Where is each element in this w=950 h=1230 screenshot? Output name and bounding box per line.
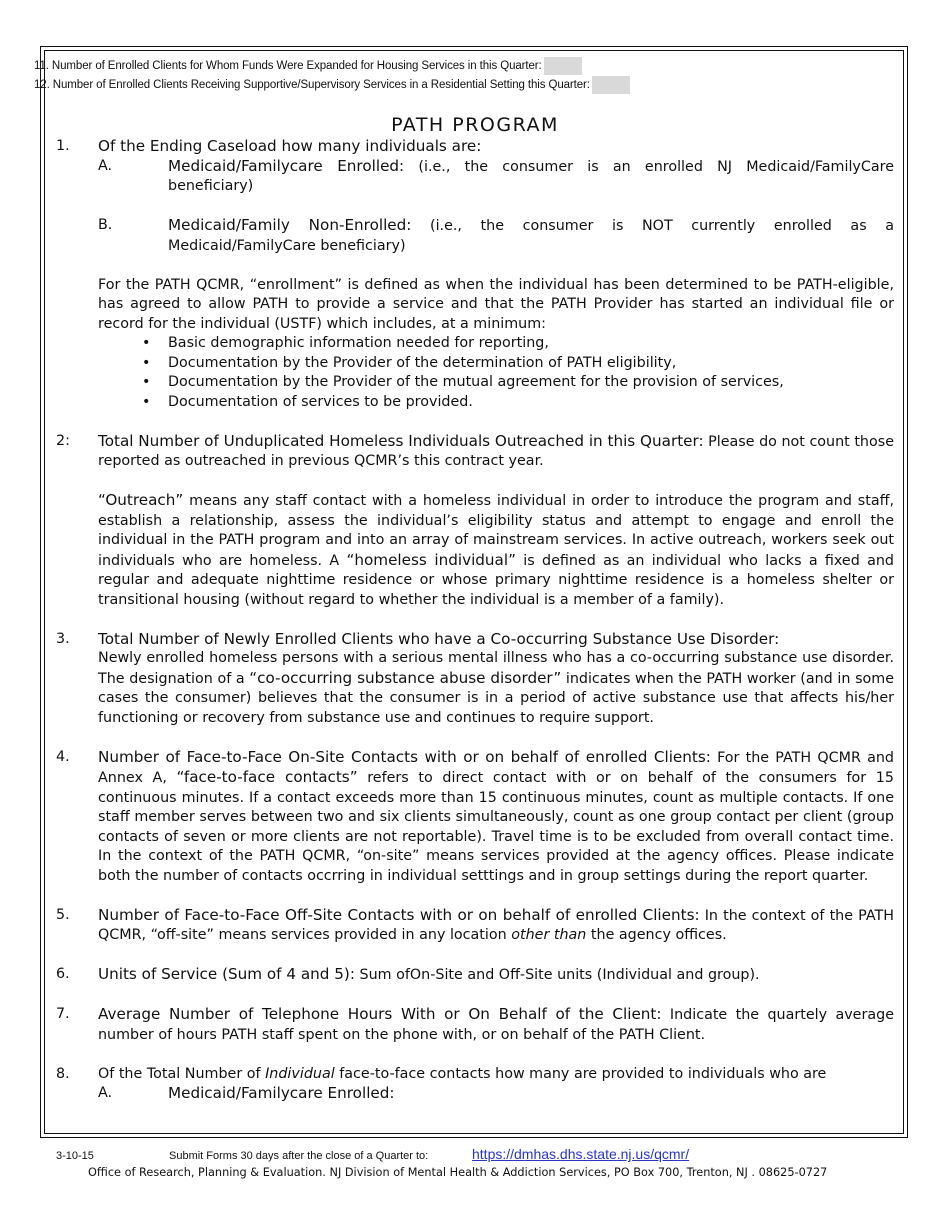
item-3-text: Newly enrolled homeless persons with a serious mental illness who has a co-occurring substance use disorder. The designation of a (98, 650, 894, 687)
item-4-number: 4. (56, 748, 70, 765)
item-8-emphasis: Individual (265, 1065, 335, 1082)
header-line-11-input[interactable] (544, 57, 582, 75)
footer-submit-text: Submit Forms 30 days after the close of a Quarter to: (169, 1150, 429, 1162)
outreach-term: “Outreach” (98, 491, 184, 509)
homeless-term: “homeless individual” (346, 550, 516, 569)
item-1b (98, 216, 894, 256)
item-2-label: Total Number of Unduplicated Homeless Individuals Outreached in this Quarter: (98, 431, 704, 450)
item-5-number: 5. (56, 906, 70, 923)
item-3-text-cont: indicates when the PATH worker (and in some cases the consumer) believes that the consumer is in a period of active substance use that affects his/her functioning or recovery from substance use and continues to require support. (98, 670, 894, 726)
footer-line-1 (56, 1146, 690, 1162)
item-4 (56, 748, 894, 887)
item-6-text: Sum ofOn-Site and Off-Site units (Individual and group). (354, 967, 760, 983)
item-5-text-cont: the agency offices. (586, 927, 727, 943)
header-line-11 (34, 57, 582, 75)
item-1a-letter: A. (98, 157, 113, 174)
item-1a (98, 157, 894, 197)
item-8-text: Of the Total Number of (98, 1065, 266, 1082)
header-line-12-text: 12. Number of Enrolled Clients Receiving Supportive/Supervisory Services in a Residential Setting this Quarter: (34, 79, 590, 92)
item-7-text: Indicate the quartely average number of hours PATH staff spent on the phone with, or on behalf of the PATH Client. (98, 1007, 894, 1043)
bullet-item: • Basic demographic information needed for reporting, (146, 334, 894, 354)
outreach-text: means any staff contact with a homeless individual in order to introduce the program and staff, establish a relationship, assess the individual’s eligibility status and attempt to engage and enroll the individual in the PATH program and into an array of mainstream services. In active outreach, workers seek out individuals who are homeless. A (98, 493, 894, 569)
outreach-definition (98, 491, 894, 610)
item-7-number: 7. (56, 1006, 70, 1022)
item-8a-label: Medicaid/Familycare Enrolled: (168, 1084, 395, 1102)
homeless-text: is defined as an individual who lacks a fixed and regular and adequate nighttime residence or whose primary nighttime residence is a homeless shelter or transitional housing (without regard to whether the individual is a member of a family). (98, 552, 894, 608)
item-5 (56, 906, 894, 946)
item-1a-label: Medicaid/Familycare Enrolled: (168, 156, 405, 175)
item-3 (56, 630, 894, 729)
item-1b-label: Medicaid/Family Non-Enrolled: (168, 216, 412, 234)
item-3-number: 3. (56, 630, 70, 647)
item-6-label: Units of Service (Sum of 4 and 5): (98, 965, 355, 983)
enrollment-requirements-list (98, 334, 894, 412)
bullet-item: • Documentation by the Provider of the determination of PATH eligibility, (146, 354, 894, 374)
item-8a-letter: A. (98, 1085, 113, 1101)
item-5-emphasis: other than (511, 927, 587, 943)
item-1a-text: (i.e., the consumer is an enrolled NJ Medicaid/FamilyCare beneficiary) (168, 158, 894, 194)
item-5-label: Number of Face-to-Face Off-Site Contacts with or on behalf of enrolled Clients: (98, 905, 700, 924)
item-1b-text: (i.e., the consumer is NOT currently enrolled as a Medicaid/FamilyCare beneficiary) (168, 218, 894, 254)
item-6-number: 6. (56, 966, 70, 982)
document-body (56, 137, 894, 1105)
footer-office-address: Office of Research, Planning & Evaluation. NJ Division of Mental Health & Addiction Services, PO Box 700, Trenton, NJ . 08625-0727 (88, 1166, 828, 1179)
item-3-term: “co-occurring substance abuse disorder” (249, 668, 562, 687)
item-7-label: Average Number of Telephone Hours With or On Behalf of the Client: (98, 1005, 662, 1023)
item-3-label: Total Number of Newly Enrolled Clients who have a Co-occurring Substance Use Disorder: (98, 629, 780, 648)
item-1-number: 1. (56, 138, 70, 154)
item-1b-letter: B. (98, 217, 113, 233)
enrollment-definition: For the PATH QCMR, “enrollment” is defined as when the individual has been determined to be PATH-eligible, has agreed to allow PATH to provide a service and that the PATH Provider has started an individual file or record for the individual (USTF) which includes, at a minimum: (98, 276, 894, 332)
item-8a (98, 1084, 894, 1105)
item-4-term: “face-to-face contacts” (176, 768, 358, 786)
item-8-number: 8. (56, 1065, 70, 1082)
page-title: PATH PROGRAM (391, 114, 559, 136)
item-2 (56, 432, 894, 611)
bullet-item: • Documentation of services to be provided. (146, 393, 894, 413)
item-1-heading: Of the Ending Caseload how many individuals are: (98, 137, 482, 155)
item-4-text-cont: refers to direct contact with or on behalf of the consumers for 15 continuous minutes. If a contact exceeds more than 15 continuous minutes, count as multiple contacts. If one staff member serves between two and six clients simultaneously, count as one group contact per client (group contacts of seven or more clients are not reportable). Travel time is to be excluded from overall contact time. In the context of the PATH QCMR, “on-site” means services provided at the agency offices. Please indicate both the number of contacts occrring in individual setttings and in group settings during the report quarter. (98, 770, 894, 884)
item-8-text-cont: face-to-face contacts how many are provided to individuals who are (334, 1065, 827, 1082)
header-line-12 (34, 76, 630, 94)
item-2-number: 2: (56, 432, 70, 449)
item-4-label: Number of Face-to-Face On-Site Contacts with or on behalf of enrolled Clients: (98, 747, 711, 766)
footer-url-link[interactable]: https://dmhas.dhs.state.nj.us/qcmr/ (472, 1146, 690, 1162)
header-line-11-text: 11. Number of Enrolled Clients for Whom Funds Were Expanded for Housing Services in this Quarter: (34, 60, 542, 73)
item-6 (56, 965, 894, 986)
header-line-12-input[interactable] (592, 76, 630, 94)
item-7 (56, 1005, 894, 1045)
item-2-text: Please do not count those reported as outreached in previous QCMR’s this contract year. (98, 433, 894, 469)
footer-date: 3-10-15 (56, 1150, 94, 1162)
item-4-text: For the PATH QCMR and Annex A, (98, 749, 894, 786)
item-1 (56, 137, 894, 412)
item-5-text: In the context of the PATH QCMR, “off-site” means services provided in any location (98, 907, 895, 943)
bullet-item: • Documentation by the Provider of the mutual agreement for the provision of services, (146, 373, 894, 393)
item-8 (56, 1065, 894, 1105)
